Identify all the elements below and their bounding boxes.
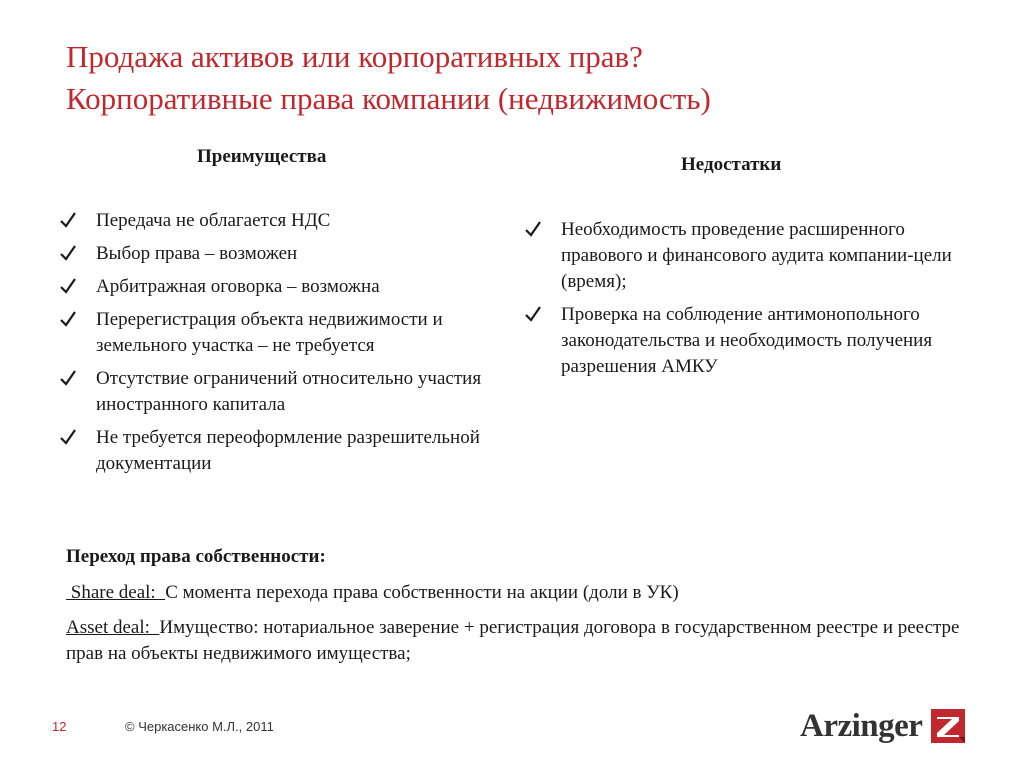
asset-deal-text: Имущество: нотариальное заверение + регистрация договора в государственном реестре и реестре прав на объекты недвижимого имущества; [66,617,960,664]
disadvantages-heading: Недостатки [681,154,782,175]
disadvantage-text: Проверка на соблюдение антимонопольного законодательства и необходимость получения разрешения АМКУ [561,304,933,377]
checkmark-icon [524,304,542,324]
list-item [59,208,499,234]
disadvantages-list [524,217,974,387]
page-number: 12 [52,719,67,734]
list-item [59,307,499,359]
advantage-text: Отсутствие ограничений относительно участия иностранного капитала [96,368,482,415]
checkmark-icon [59,427,77,447]
advantage-text: Выбор права – возможен [96,243,298,264]
checkmark-icon [59,243,77,263]
advantage-text: Не требуется переоформление разрешительной документации [96,427,480,474]
asset-deal-label: Asset deal: [66,617,160,638]
advantages-list [59,208,499,484]
share-deal-label: Share deal: [66,582,166,603]
ownership-transfer-section [66,544,996,676]
list-item [59,274,499,300]
checkmark-icon [59,368,77,388]
checkmark-icon [524,219,542,239]
ownership-transfer-heading: Переход права собственности: [66,546,326,567]
advantage-text: Арбитражная оговорка – возможна [96,276,380,297]
share-deal-text: С момента перехода права собственности на акции (доли в УК) [165,582,679,603]
advantage-text: Передача не облагается НДС [96,210,331,231]
slide-title-line-2: Корпоративные права компании (недвижимость) [66,81,711,116]
share-deal-line [66,580,996,606]
list-item [524,217,974,295]
disadvantage-text: Необходимость проведение расширенного правового и финансового аудита компании-цели (время); [561,219,952,292]
list-item [59,241,499,267]
logo-text: Arzinger [800,708,923,744]
checkmark-icon [59,210,77,230]
list-item [59,366,499,418]
advantage-text: Перерегистрация объекта недвижимости и земельного участка – не требуется [96,309,443,356]
slide-title [66,36,986,120]
list-item [59,425,499,477]
copyright: © Черкасенко М.Л., 2011 [125,719,274,734]
checkmark-icon [59,309,77,329]
list-item [524,302,974,380]
arzinger-logo [800,706,966,746]
asset-deal-line [66,615,996,667]
advantages-heading: Преимущества [197,146,327,167]
slide-title-line-1: Продажа активов или корпоративных прав? [66,39,643,74]
arzinger-logo-mark-icon [930,708,966,744]
checkmark-icon [59,276,77,296]
